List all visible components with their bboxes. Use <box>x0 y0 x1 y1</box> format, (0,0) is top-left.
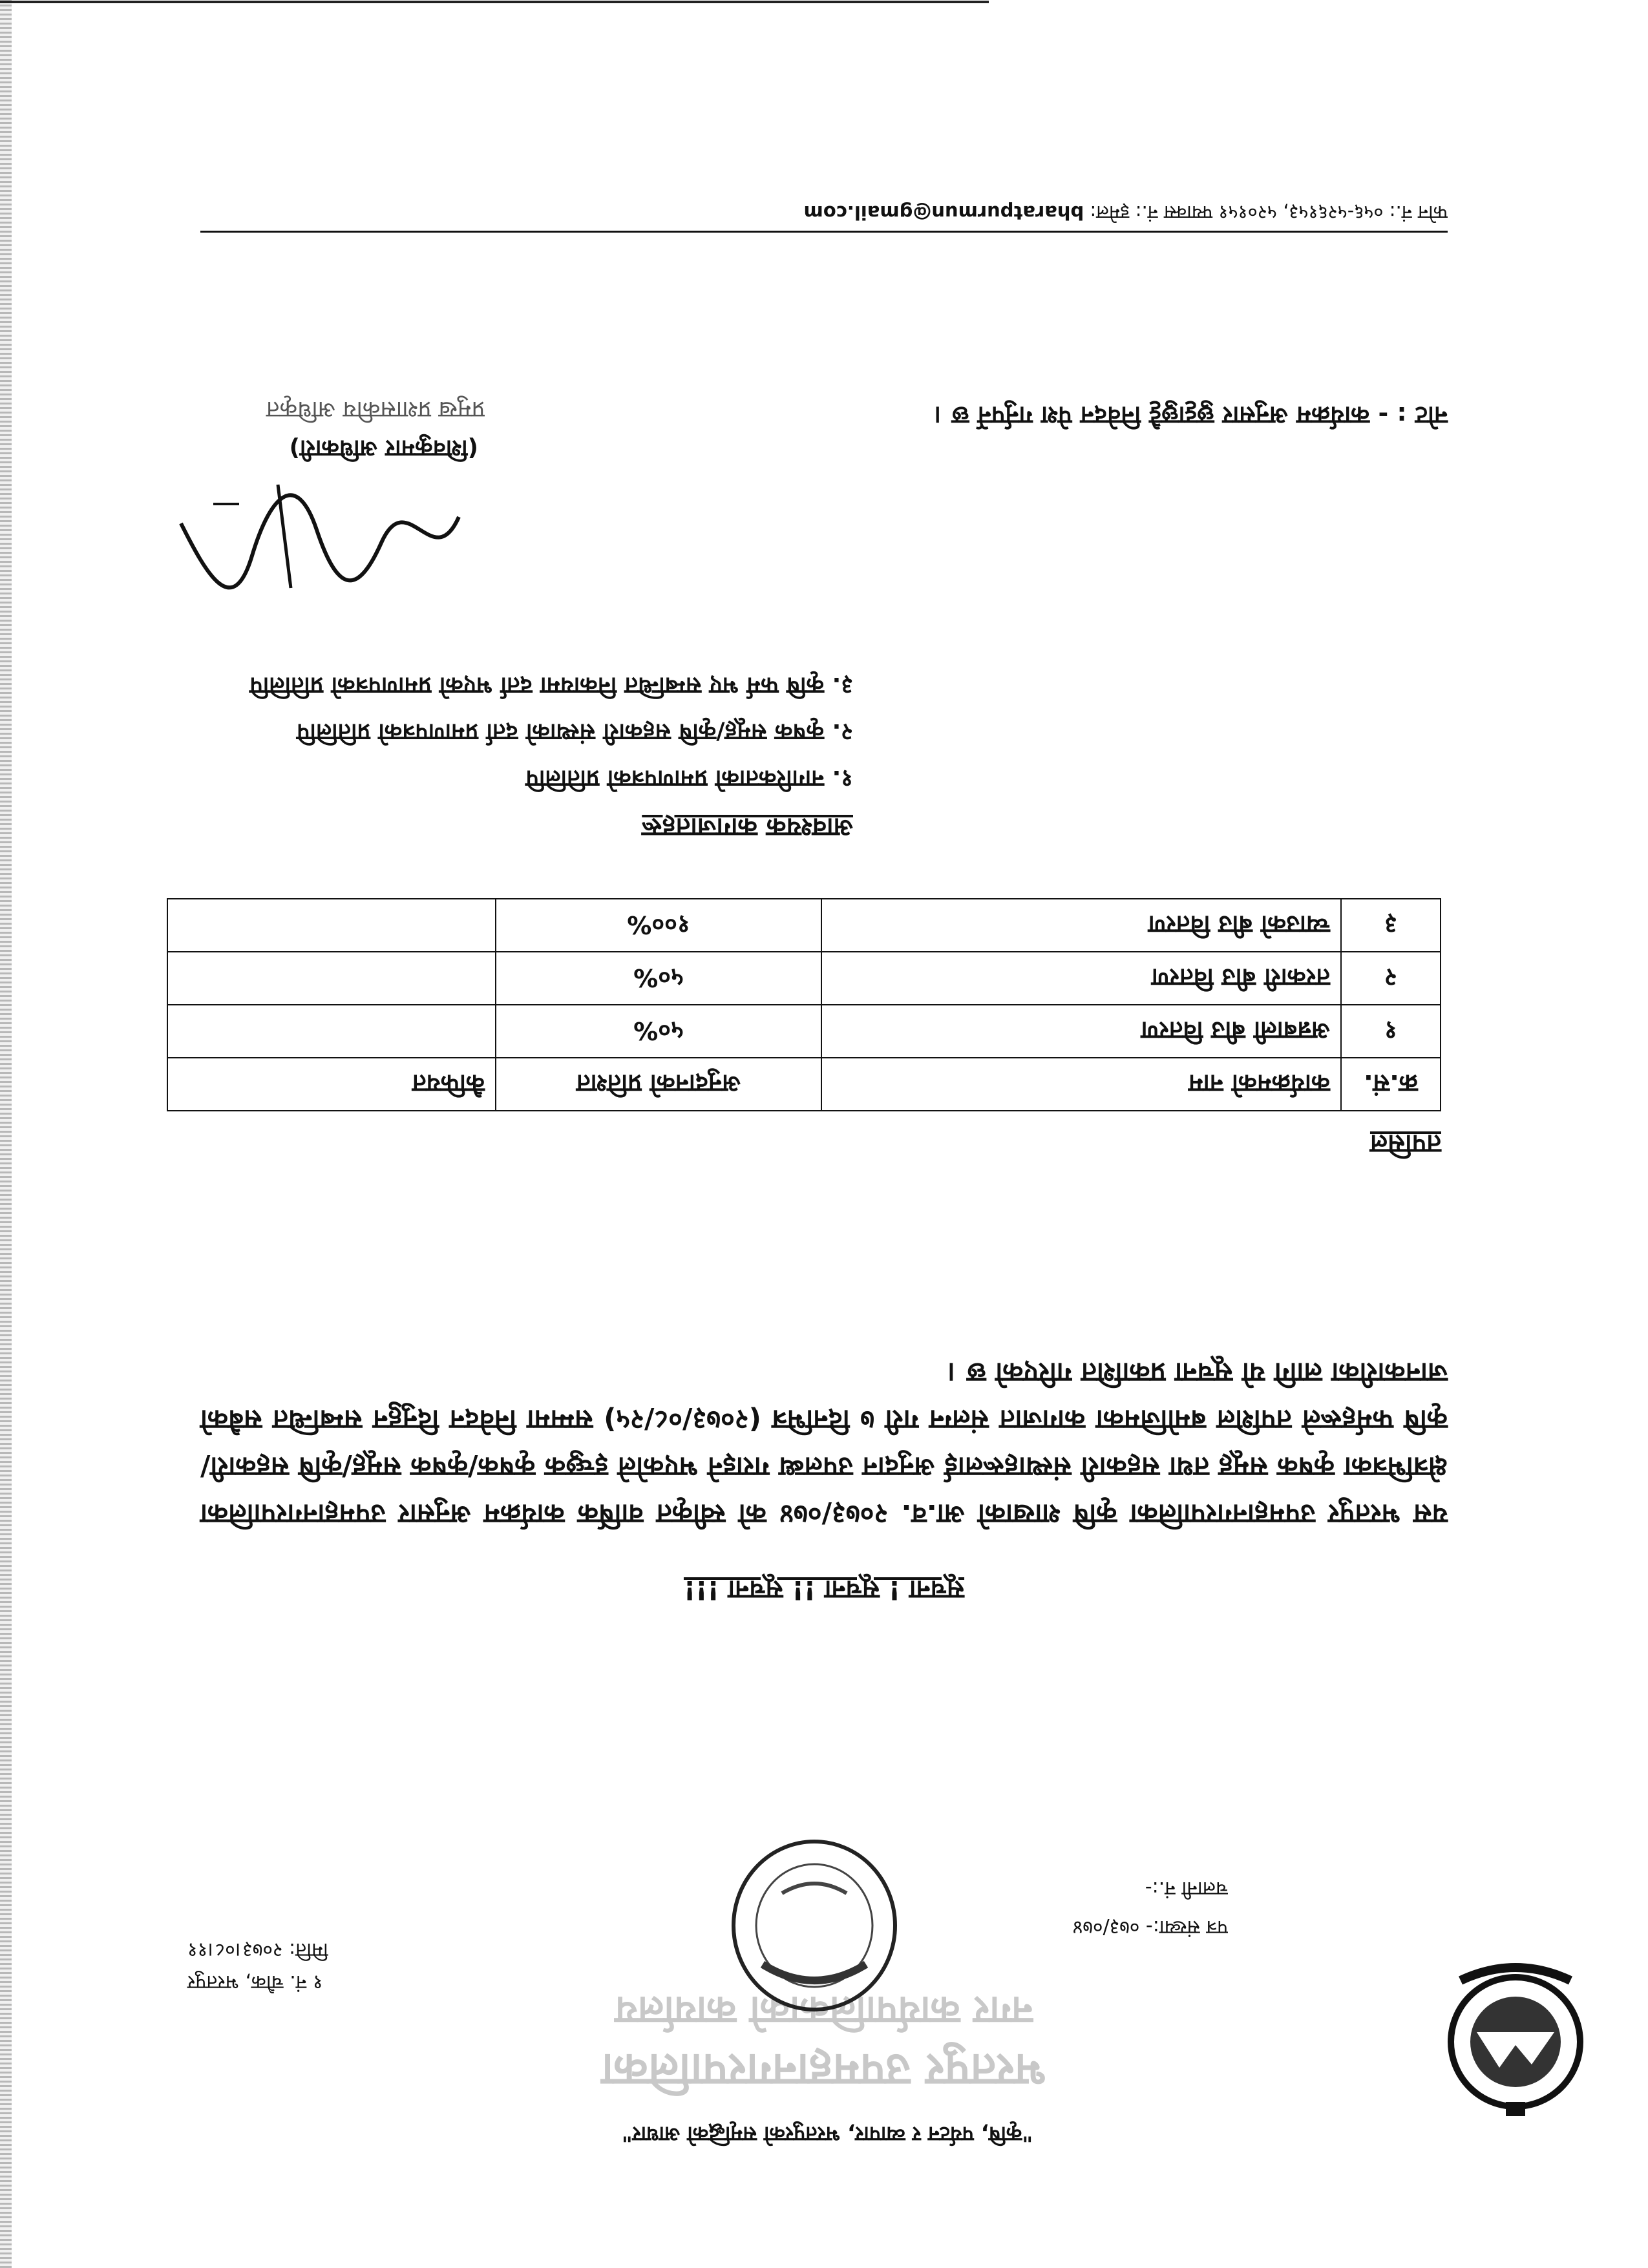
footer-email-label: इमेल: <box>1090 202 1130 224</box>
office-seal-stamp <box>724 1829 905 2022</box>
table-row <box>167 899 1441 952</box>
scan-border-line <box>0 1 989 3</box>
list-item: १. नागरिकताको प्रमाणपत्रको प्रतिलिपि <box>525 765 853 792</box>
letter-date: मिति: २०७३।०८।११ <box>187 1938 328 1961</box>
list-item: २. कृषक समूह/कृषि सहकारी संस्थाको दर्ता प्रमाणपत्रको प्रतिलिपि <box>297 719 853 745</box>
office-address: १ नं. चौक, भरतपुर <box>187 1971 323 1993</box>
table-cell: ३ <box>1341 899 1441 952</box>
table-heading: तपसिल <box>1369 1129 1441 1159</box>
footer-phone: फोन नं.: ०५६-५२६१५३, ५२०१५१ फ्याक्स नं.: <box>1135 202 1448 224</box>
dispatch-number: चलानी नं.:- <box>1145 1877 1228 1900</box>
table-header-row <box>167 1058 1441 1111</box>
header-cell: अनुदानको प्रतिशत <box>496 1058 821 1111</box>
table-cell: अन्नबाली बीउ वितरण <box>821 1005 1341 1058</box>
list-item: ३. कृषि फर्म भए सम्बन्धित निकायमा दर्ता भएको प्रमाणपत्रको प्रतिलिपि <box>249 672 853 698</box>
signer-designation: प्रमुख प्रशासकीय अधिकृत <box>266 396 485 423</box>
notice-title: सूचना ! सूचना !! सूचना !!! <box>683 1575 965 1604</box>
table-cell: ५०% <box>496 952 821 1005</box>
footer-email: bharatpurmun@gmail.com <box>803 202 1084 224</box>
table-row <box>167 1005 1441 1058</box>
contact-footer <box>200 200 1448 233</box>
header-cell: कैफियत <box>167 1058 496 1111</box>
handwritten-signature <box>149 472 485 614</box>
header-cell: कार्यक्रमको नाम <box>821 1058 1341 1111</box>
table-cell <box>167 952 496 1005</box>
program-table <box>167 898 1441 1111</box>
table-cell: ५०% <box>496 1005 821 1058</box>
office-subname: नगर कार्यपालिकाको कार्यालय <box>615 1988 1033 2033</box>
scan-edge <box>0 0 12 2268</box>
table-cell: तरकारी बीउ वितरण <box>821 952 1341 1005</box>
signer-name: (शिवकुमार अधिकारी) <box>289 435 478 461</box>
table-row <box>167 952 1441 1005</box>
office-name: भरतपुर उपमहानगरपालिका <box>601 2044 1047 2097</box>
table-cell: १ <box>1341 1005 1441 1058</box>
table-cell: २ <box>1341 952 1441 1005</box>
table-cell: च्याउको बीउ वितरण <box>821 899 1341 952</box>
documents-list <box>249 662 853 801</box>
letter-number: पत्र संख्या:- ०७३/०७४ <box>1072 1916 1228 1938</box>
table-cell: १००% <box>496 899 821 952</box>
note: नोट : - कार्यक्रम अनुसार छुट्टाछुट्टै निवेदन पेश गर्नुपर्ने छ । <box>934 401 1448 430</box>
government-emblem-icon <box>1435 1955 1596 2129</box>
documents-heading: आवश्यक कागजातहरू <box>642 812 853 842</box>
header-cell: क्र.सं. <box>1341 1058 1441 1111</box>
slogan: "कृषि, पर्यटन र व्यापार, भरतपुरको समृद्धिको आधार" <box>621 2122 1033 2147</box>
table-cell <box>167 899 496 952</box>
table-cell <box>167 1005 496 1058</box>
notice-body: यस भरतपुर उपमहानगरपालिका कृषि शाखाको आ.व. २०७३/०७४ को स्वीकृत वार्षिक कार्यक्रम अनुसार उपमहानगरपालिका क्षेत्रभित्रका कृषक समूह तथा सहकारी संस्थाहरूलाई अनुदान उपलब्ध गराइने भएकोले इच्छुक कृषक/कृषक समूह/कृषि सहकारी/कृषि फर्महरूले तपशिल बमोजिमका कागजात संलग्न गरी ७ दिनभित्र (२०७३/०८/२५) सम्ममा निवेदन दिनुहुन सम्बन्धित सबैको जानकारीका लागि यो सूचना प्रकाशित गरिएको छ । <box>200 1357 1448 1530</box>
